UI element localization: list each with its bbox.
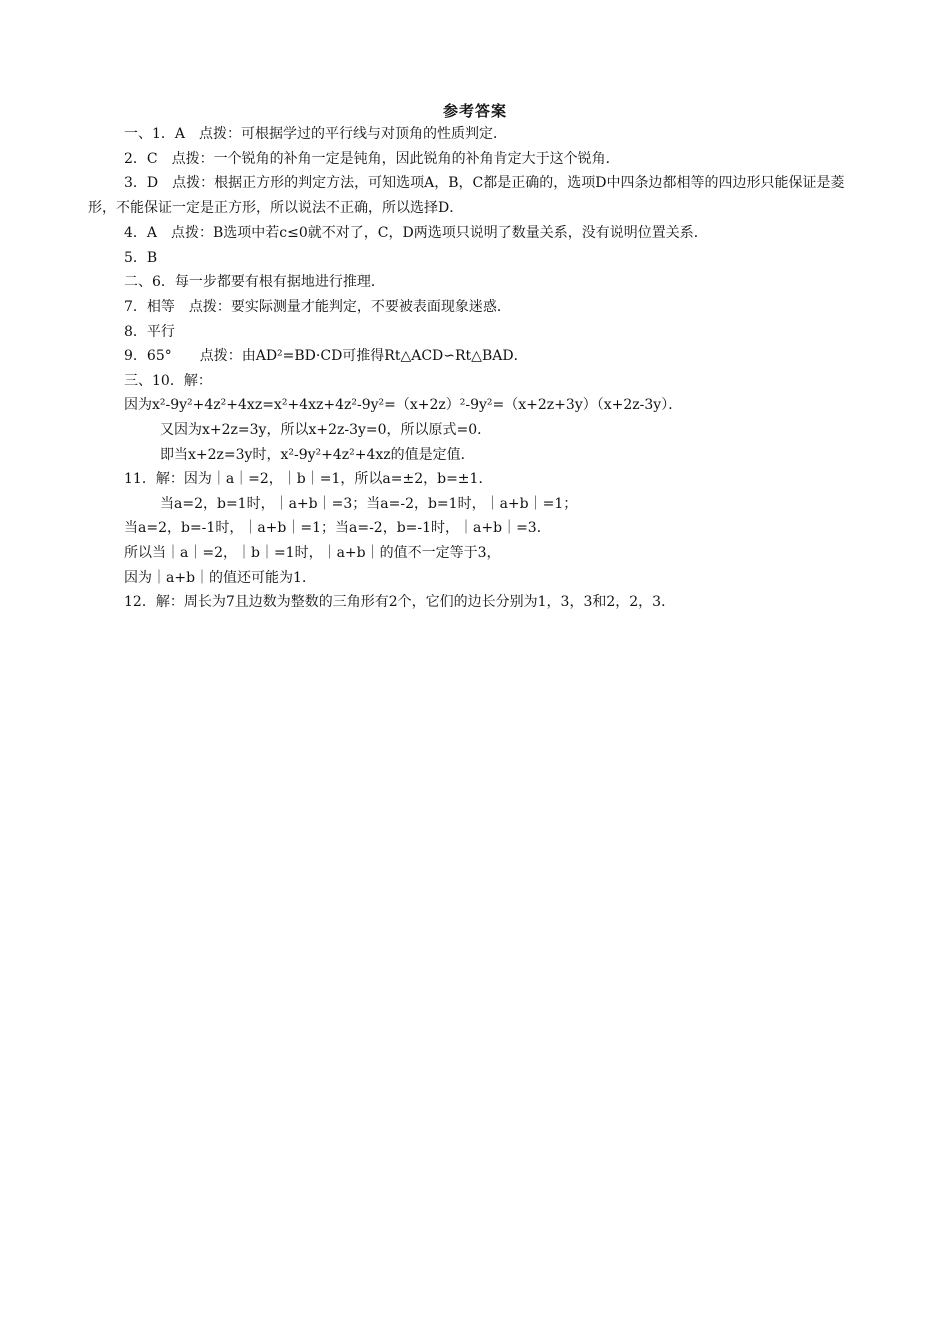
answer-line-1: 一、1．A 点拨：可根据学过的平行线与对顶角的性质判定． — [124, 126, 508, 142]
answer-body — [88, 122, 868, 615]
answer-line-13: 即当x+2z=3y时，x²-9y²+4z²+4xz的值是定值． — [160, 446, 475, 463]
answer-line-9: 9．65° 点拨：由AD²=BD·CD可推得Rt△ACD∽Rt△BAD． — [124, 348, 528, 365]
page-title: 参考答案 — [442, 102, 507, 120]
answer-line-12: 又因为x+2z=3y，所以x+2z-3y=0，所以原式=0． — [160, 421, 492, 438]
answer-line-7: 7．相等 点拨：要实际测量才能判定，不要被表面现象迷惑． — [124, 298, 511, 315]
answer-line-5: 5．B — [124, 249, 158, 266]
answer-line-11: 因为x²-9y²+4z²+4xz=x²+4xz+4z²-9y²=（x+2z）²-9y²=（x+2z+3y）（x+2z-3y）． — [124, 397, 683, 414]
answer-line-4: 4．A 点拨：B选项中若c≤0就不对了，C，D两选项只说明了数量关系，没有说明位置关系． — [124, 225, 708, 242]
answer-line-10: 三、10．解： — [124, 372, 212, 389]
answer-line-18: 因为｜a+b｜的值还可能为1． — [124, 569, 316, 586]
answer-line-14: 11．解：因为｜a｜=2，｜b｜=1，所以a=±2，b=±1． — [124, 471, 493, 488]
answer-line-19: 12．解：周长为7且边数为整数的三角形有2个，它们的边长分别为1，3，3和2，2，3． — [124, 594, 676, 611]
answer-line-2: 2．C 点拨：一个锐角的补角一定是钝角，因此锐角的补角肯定大于这个锐角． — [124, 150, 620, 167]
answer-line-16: 当a=2，b=-1时，｜a+b｜=1；当a=-2，b=-1时，｜a+b｜=3． — [124, 520, 551, 537]
answer-line-8: 8．平行 — [124, 323, 175, 340]
answer-line-6: 二、6．每一步都要有根有据地进行推理． — [124, 274, 385, 291]
answer-line-15: 当a=2，b=1时，｜a+b｜=3；当a=-2，b=1时，｜a+b｜=1； — [160, 495, 578, 512]
answer-line-17: 所以当｜a｜=2，｜b｜=1时，｜a+b｜的值不一定等于3， — [124, 544, 501, 561]
answer-line-3: 3．D 点拨：根据正方形的判定方法，可知选项A，B，C都是正确的，选项D中四条边都相等的四边形只能保证是菱形，不能保证一定是正方形，所以说法不正确，所以选择D． — [88, 175, 845, 217]
